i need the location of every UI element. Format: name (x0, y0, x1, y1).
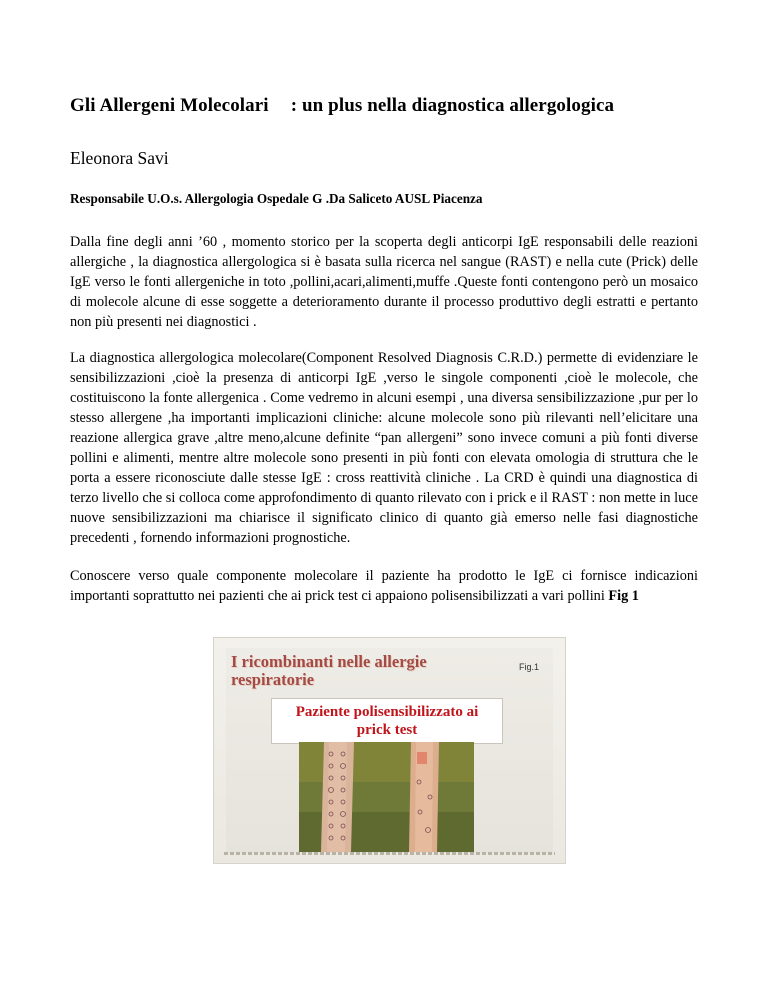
paragraph-1: Dalla fine degli anni ’60 , momento storico per la scoperta degli anticorpi IgE responsabili delle reazioni allergiche , la diagnostica allergologica si è basata sulla ricerca nel sangue (RAST) e nella cute (Prick) delle IgE verso le fonti allergeniche in toto ,pollini,acari,alimenti,muffe .Queste fonti contengono però un mosaico di molecole alcune di esse soggette a deterioramento durante il processo produttivo degli estratti e pertanto non più presenti nei diagnostici . (70, 234, 698, 330)
paragraph-3-text: Conoscere verso quale componente molecolare il paziente ha prodotto le IgE ci fornisce indicazioni importanti soprattutto nei pazienti che ai prick test ci appaiono polisensibilizzati a vari pollini (70, 568, 698, 604)
figure-1 (213, 637, 566, 864)
slide-caption-line-2: prick test (356, 722, 418, 738)
slide-caption-box (271, 698, 503, 744)
forearms-prick-test-photo (299, 742, 474, 852)
left-forearm-highlight (327, 742, 347, 852)
paragraph-3 (70, 566, 698, 606)
figure-reference: Fig 1 (608, 588, 639, 604)
figure-tag: Fig.1 (518, 662, 539, 672)
slide-bottom-border (224, 852, 555, 855)
slide-caption (272, 699, 502, 739)
slide-title: I ricombinanti nelle allergie respiratorie (231, 652, 427, 689)
title-part-1: Gli Allergeni Molecolari (70, 95, 269, 116)
paragraph-2: La diagnostica allergologica molecolare(Component Resolved Diagnosis C.R.D.) permette di evidenziare le sensibilizzazioni ,cioè la presenza di anticorpi IgE ,verso le singole componenti ,cioè le molecole, che costituiscono la fonte allergenica . Come vedremo in alcuni esempi , una diversa sensibilizzazione ,pur per lo stesso allergene ,ha importanti implicazioni cliniche: alcune molecole sono più rilevanti nell’elicitare una reazione allergica grave ,altre meno,alcune definite “pan allergeni” sono invece comuni a più fonti diverse pollini e alimenti, mentre altre molecole sono presenti in più fonti con elevata omologia di struttura che le porta a essere riconosciute dalle stesse IgE : cross reattività cliniche . La CRD è quindi una diagnostica di terzo livello che si colloca come approfondimento di quanto rilevato con i prick e il RAST : non mette in luce nuove sensibilizzazioni ma chiarisce il significato clinico di quanto già emerso nelle fasi diagnostiche precedenti , fornendo informazioni prognostiche. (70, 350, 698, 546)
author-name: Eleonora Savi (70, 148, 169, 168)
slide-caption-line-1: Paziente polisensibilizzato ai (295, 704, 479, 720)
author-affiliation: Responsabile U.O.s. Allergologia Ospedale G .Da Saliceto AUSL Piacenza (70, 191, 483, 206)
title-part-2: : un plus nella diagnostica allergologica (290, 95, 615, 116)
page-title (70, 95, 614, 117)
skin-reaction-mark (417, 752, 427, 764)
